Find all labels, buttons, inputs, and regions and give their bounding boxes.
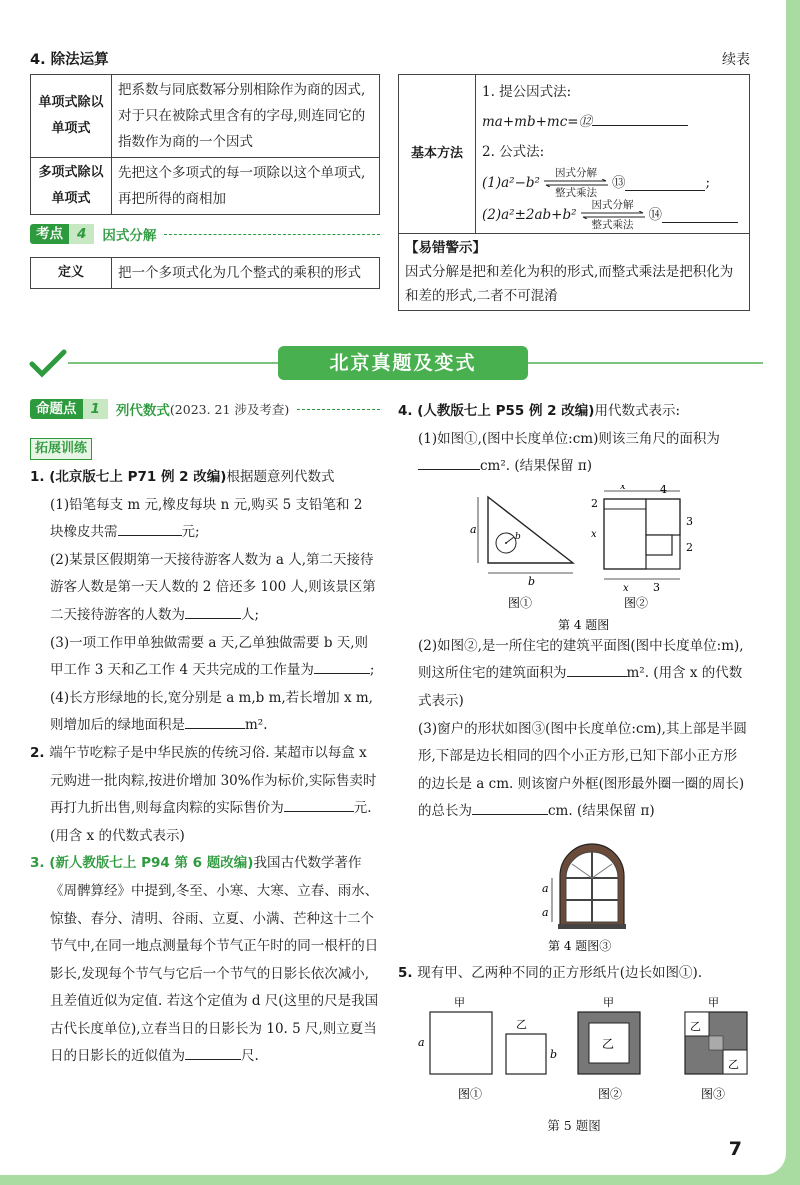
fig2-caption: 图② [624, 595, 649, 610]
page: 4. 除法运算 单项式除以单项式 把系数与同底数幂分别相除作为商的因式,对于只在被除式里含有的字母,则连同它的指数作为商的一个因式 多项式除以单项式 先把这个多项式的每一项除以这个单项式,再把所得的商相加 考点 4 因式分解 定义 把一个多项式化为几个整式的乘积的形式 续表 基本方法 1. 提公因式法: ma+mb+mc=⑫ 2. 公式法: (1)a²−b² 因式分解 整式乘法 ⑬ ; (2)a²±2ab+b² 因式分解 整式乘法 ⑭ 【易错警示】 因式分解是把和差化为积的形式,而整式乘法是把积化为和差的形式,二者不可混淆 北京真题及变式 命题点 1 列代数式 (2023. 21 涉及考查) 拓展训练 1. (北京版七上 P71 例 2 改编)根据题意列代数式 (1)铅笔每支 m 元,橡皮每块 n 元,购买 5 支铅笔和 2 块橡皮共需 元; (2)某景区假期第一天接待游客人数为 a 人,第二天接待游客人数是第一天人数的 2 倍还多 100 人,则该景区第二天接待游客的人数为 人; (3)一项工作甲单独做需要 a 天,乙单独做需要 b 天,则甲工作 3 天和乙工作 4 天共完成的工作量为 ; (4)长方形绿地的长,宽分别是 a m,b m,若长增加 x m,则增加后的绿地面积是 m². 2. 端午节吃粽子是中华民族的传统习俗. 某超市以每盒 x 元购进一批肉粽,按进价增加 30%作为标价,实际售卖时再打九折出售,则每盒肉粽的实际售价为 元. (用含 x 的代数式表示) 3. (新人教版七上 P94 第 6 题改编)我国古代数学著作《周髀算经》中提到,冬至、小寒、大寒、立春、雨水、惊蛰、春分、清明、谷雨、立夏、小满、芒种这十二个节气中,在同一地点测量每个节气正午时的同一根杆的日影长,发现每个节气与它后一个节气的日影长依次减小,且差值近似为定值. 若这个定值为 d 尺(这里的尺是我国古代长度单位),立春当日的日影长为 10. 5 尺,则立夏当日的日影长的近似值为 尺. 4. (人教版七上 P55 例 2 改编)用代数式表示: (1)如图①,(图中长度单位:cm)则该三角尺的面积为cm². (结果保留 π) b a b 图① x 4 2 x 3 2 x 3 图② 第 4 题图 (2)如图②,是一所住宅的建筑平面图(图中长度单位:m),则这所住宅的建筑面积为 m². (用含 x 的代数式表示) (3)窗户的形状如图③(图中长度单位:cm),其上部是半圆形,下部是边长相同的四个小正方形,已知下部小正方形的边长是 a cm. 则该窗户外框(图形最外圈一圈的周长)的总长为 cm. (结果保留 π) a a 第 4 题图③ 5. 现有甲、乙两种不同的正方形纸片(边长如图①). 甲 a 乙 b 图① 甲 乙 图② 甲 乙 乙 图③ 第 5 题图 7 [0, 0, 786, 1175]
question-3: 3. (新人教版七上 P94 第 6 题改编)我国古代数学著作《周髀算经》中提到,冬至、小寒、大寒、立春、雨水、惊蛰、春分、清明、谷雨、立夏、小满、芒种这十二个节气中,在同一地点测量每个节气正午时的同一根杆的日影长,发现每个节气与它后一个节气的日影长依次减小,且差值近似为定值. 若这个定值为 d 尺(这里的尺是我国古代长度单位),立春当日的日影长为 10. 5 尺,则立夏当日的日影长的近似值为 尺. [30, 855, 379, 1065]
svg-text:3: 3 [653, 580, 660, 594]
mingtidian-1-heading [30, 398, 380, 420]
arrow-top-label: 因式分解 [554, 167, 597, 179]
svg-text:x: x [623, 582, 629, 594]
svg-text:2: 2 [686, 540, 693, 554]
fig5-caption: 第 5 题图 [547, 1117, 601, 1133]
kaodian-title: 因式分解 [102, 228, 157, 244]
double-arrow-icon [544, 179, 608, 187]
figure-5 [398, 994, 750, 1118]
mtd-note: (2023. 21 涉及考查) [169, 402, 290, 417]
division-table [30, 74, 380, 215]
svg-text:x: x [620, 484, 626, 492]
def-body: 把一个多项式化为几个整式的乘积的形式 [112, 258, 380, 289]
formula-2: (2)a²±2ab+b² 因式分解 整式乘法 ⑭ [482, 199, 743, 231]
svg-text:乙: 乙 [728, 1057, 739, 1071]
row-head: 单项式除以单项式 [31, 75, 112, 158]
page-number: 7 [728, 1138, 742, 1160]
method-1-formula: ma+mb+mc=⑫ [482, 107, 743, 137]
mtd-num: 1 [83, 399, 108, 419]
question-2: 2. 端午节吃粽子是中华民族的传统习俗. 某超市以每盒 x 元购进一批肉粽,按进价增加 30%作为标价,实际售卖时再打九折出售,则每盒肉粽的实际售价为 元. (用含 x 的代数式表示) [30, 744, 377, 844]
svg-text:x: x [591, 528, 597, 540]
svg-text:b: b [550, 1047, 558, 1061]
svg-text:3: 3 [686, 514, 693, 528]
checkmark-icon [28, 346, 68, 382]
def-head: 定义 [31, 258, 112, 289]
arrow-top-label: 因式分解 [591, 199, 634, 211]
arrow-bot-label: 整式乘法 [554, 187, 597, 199]
continued-label: 续表 [722, 52, 750, 68]
table-row [31, 258, 380, 289]
row-head: 多项式除以单项式 [31, 158, 112, 215]
svg-text:乙: 乙 [516, 1017, 527, 1031]
svg-text:a: a [542, 881, 549, 895]
triangle-ruler-figure [470, 497, 573, 610]
svg-text:甲: 甲 [454, 995, 465, 1009]
row-body: 把系数与同底数幂分别相除作为商的因式,对于只在被除式里含有的字母,则连同它的指数作为商的一个因式 [112, 75, 380, 158]
method-1: 1. 提公因式法: [482, 84, 572, 100]
svg-text:a: a [542, 905, 549, 919]
svg-text:4: 4 [660, 484, 667, 496]
fig5-1-caption: 图① [458, 1086, 483, 1101]
svg-text:a: a [418, 1035, 425, 1049]
floor-plan-figure [591, 485, 693, 610]
figure-4-1-2 [398, 485, 750, 633]
kaodian-tag: 考点 [30, 224, 69, 244]
definition-table [30, 257, 380, 289]
kaodian-num: 4 [69, 224, 94, 244]
mtd-title: 列代数式 [115, 403, 170, 419]
mtd-tag: 命题点 [30, 399, 83, 419]
table-row [31, 75, 380, 158]
svg-text:甲: 甲 [708, 995, 719, 1009]
fig4-3-caption: 第 4 题图③ [548, 938, 612, 953]
question-5: 5. 现有甲、乙两种不同的正方形纸片(边长如图①). [398, 964, 703, 981]
fig5-3-caption: 图③ [701, 1086, 726, 1101]
method-2: 2. 公式法: [482, 144, 545, 160]
svg-text:a: a [470, 522, 477, 536]
section-banner [28, 346, 763, 382]
section-title: 4. 除法运算 [30, 52, 109, 68]
fig4-caption: 第 4 题图 [558, 617, 610, 632]
warning-body: 因式分解是把和差化为积的形式,而整式乘法是把积化为和差的形式,二者不可混淆 [405, 264, 734, 304]
svg-text:b: b [528, 574, 536, 588]
row-body: 先把这个多项式的每一项除以这个单项式,再把所得的商相加 [112, 158, 380, 215]
basic-head: 基本方法 [399, 75, 476, 234]
svg-text:乙: 乙 [690, 1019, 701, 1033]
question-4: 4. (人教版七上 P55 例 2 改编)用代数式表示: [398, 403, 681, 419]
warning-title: 【易错警示】 [405, 240, 486, 256]
basic-method-table [398, 74, 750, 311]
table-row [31, 158, 380, 215]
svg-text:甲: 甲 [603, 995, 614, 1009]
double-arrow-icon [581, 211, 645, 219]
svg-text:2: 2 [591, 496, 598, 510]
figure-4-3-window [398, 836, 750, 956]
question-1: 1. (北京版七上 P71 例 2 改编)根据题意列代数式 [30, 469, 335, 485]
kaodian-4-heading [30, 223, 380, 245]
svg-text:乙: 乙 [602, 1036, 615, 1051]
arrow-bot-label: 整式乘法 [591, 219, 634, 231]
fig1-caption: 图① [508, 595, 533, 610]
extension-label: 拓展训练 [30, 438, 92, 460]
svg-text:b: b [515, 531, 521, 542]
banner-title: 北京真题及变式 [278, 346, 528, 380]
fig5-2-caption: 图② [598, 1086, 623, 1101]
formula-1: (1)a²−b² 因式分解 整式乘法 ⑬ ; [482, 167, 711, 199]
